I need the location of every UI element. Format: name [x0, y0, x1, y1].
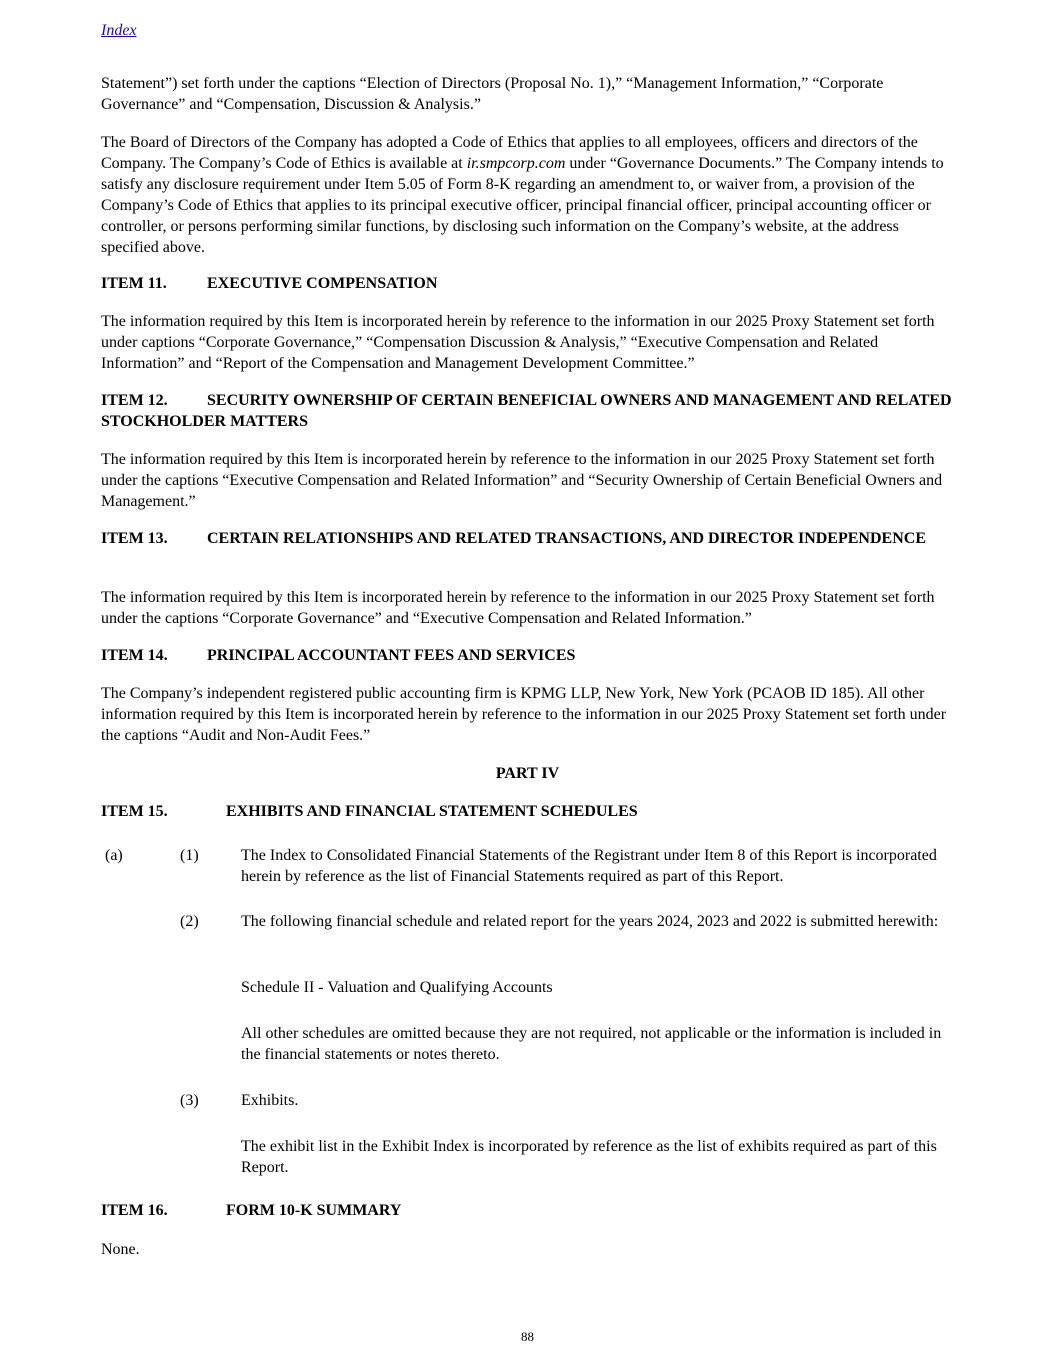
- schedule-ii-text: Schedule II - Valuation and Qualifying Accounts: [241, 979, 553, 996]
- item-number: ITEM 15.: [101, 803, 168, 820]
- item-number: ITEM 16.: [101, 1202, 168, 1219]
- other-schedules-text: All other schedules are omitted because they are not required, not applicable or the information is included in the financial statements or notes thereto.: [241, 1025, 942, 1063]
- intro-paragraph-1: Statement”) set forth under the captions “Election of Directors (Proposal No. 1),” “Management Information,” “Corporate Governance” and “Compensation, Discussion & Analysis.”: [101, 75, 884, 113]
- item-13-heading: [101, 528, 957, 549]
- list-label-1: (1): [180, 847, 199, 864]
- item-title: CERTAIN RELATIONSHIPS AND RELATED TRANSACTIONS, AND DIRECTOR INDEPENDENCE: [207, 530, 926, 547]
- item-11-body: The information required by this Item is incorporated herein by reference to the information in our 2025 Proxy Statement set forth under captions “Corporate Governance,” “Compensation Discussion & Analysis,” “Executive Compensation and Related Information” and “Report of the Compensation and Management Development Committee.”: [101, 313, 935, 372]
- item-number: ITEM 11.: [101, 275, 167, 292]
- exhibits-text: Exhibits.: [241, 1092, 299, 1109]
- item-15-heading: [101, 801, 957, 822]
- list-label-2: (2): [180, 913, 199, 930]
- intro-paragraph-2: [101, 132, 957, 258]
- item-11-heading: [101, 273, 957, 294]
- list-label-a: (a): [105, 847, 123, 864]
- code-of-ethics-text-b: under “Governance Documents.” The Company intends to satisfy any disclosure requirement under Item 5.05 of Form 8-K regarding an amendment to, or waiver from, a provision of the Company’s Code of Ethics that applies to its principal executive officer, principal financial officer, principal accounting officer or controller, or persons performing similar functions, by disclosing such information on the Company’s website, at the address specified above.: [101, 155, 944, 256]
- item-14-body: The Company’s independent registered public accounting firm is KPMG LLP, New York, New York (PCAOB ID 185). All other information required by this Item is incorporated herein by reference to the information in our 2025 Proxy Statement set forth under the captions “Audit and Non-Audit Fees.”: [101, 685, 947, 744]
- page-number: 88: [521, 1329, 534, 1344]
- item-13-body: The information required by this Item is incorporated herein by reference to the information in our 2025 Proxy Statement set forth under the captions “Corporate Governance” and “Executive Compensation and Related Information.”: [101, 589, 935, 627]
- index-link[interactable]: Index: [101, 22, 137, 39]
- part-iv-heading: PART IV: [495, 765, 560, 782]
- financial-statements-text: The Index to Consolidated Financial Statements of the Registrant under Item 8 of this Report is incorporated herein by reference as the list of Financial Statements required as part of this Report.: [241, 847, 937, 885]
- item-title: FORM 10-K SUMMARY: [226, 1202, 402, 1219]
- list-label-3: (3): [180, 1092, 199, 1109]
- item-title: EXECUTIVE COMPENSATION: [207, 275, 438, 292]
- code-of-ethics-text-a: The Board of Directors of the Company has adopted a Code of Ethics that applies to all employees, officers and directors of the Company. The Company’s Code of Ethics is available at: [101, 134, 918, 172]
- item-title: PRINCIPAL ACCOUNTANT FEES AND SERVICES: [207, 647, 576, 664]
- item-16-heading: [101, 1200, 957, 1221]
- item-title: EXHIBITS AND FINANCIAL STATEMENT SCHEDULES: [226, 803, 638, 820]
- item-number: ITEM 13.: [101, 530, 168, 547]
- item-title: SECURITY OWNERSHIP OF CERTAIN BENEFICIAL OWNERS AND MANAGEMENT AND RELATED STOCKHOLDER MATTERS: [101, 392, 952, 430]
- item-number: ITEM 12.: [101, 392, 168, 409]
- item-16-body: None.: [101, 1241, 140, 1258]
- financial-schedule-text: The following financial schedule and related report for the years 2024, 2023 and 2022 is submitted herewith:: [241, 913, 939, 930]
- item-12-body: The information required by this Item is incorporated herein by reference to the information in our 2025 Proxy Statement set forth under the captions “Executive Compensation and Related Information” and “Security Ownership of Certain Beneficial Owners and Management.”: [101, 451, 943, 510]
- item-14-heading: [101, 645, 957, 666]
- item-12-heading: [101, 390, 957, 432]
- item-number: ITEM 14.: [101, 647, 168, 664]
- investor-site-reference: ir.smpcorp.com: [466, 155, 566, 172]
- exhibit-index-text: The exhibit list in the Exhibit Index is incorporated by reference as the list of exhibits required as part of this Report.: [241, 1138, 937, 1176]
